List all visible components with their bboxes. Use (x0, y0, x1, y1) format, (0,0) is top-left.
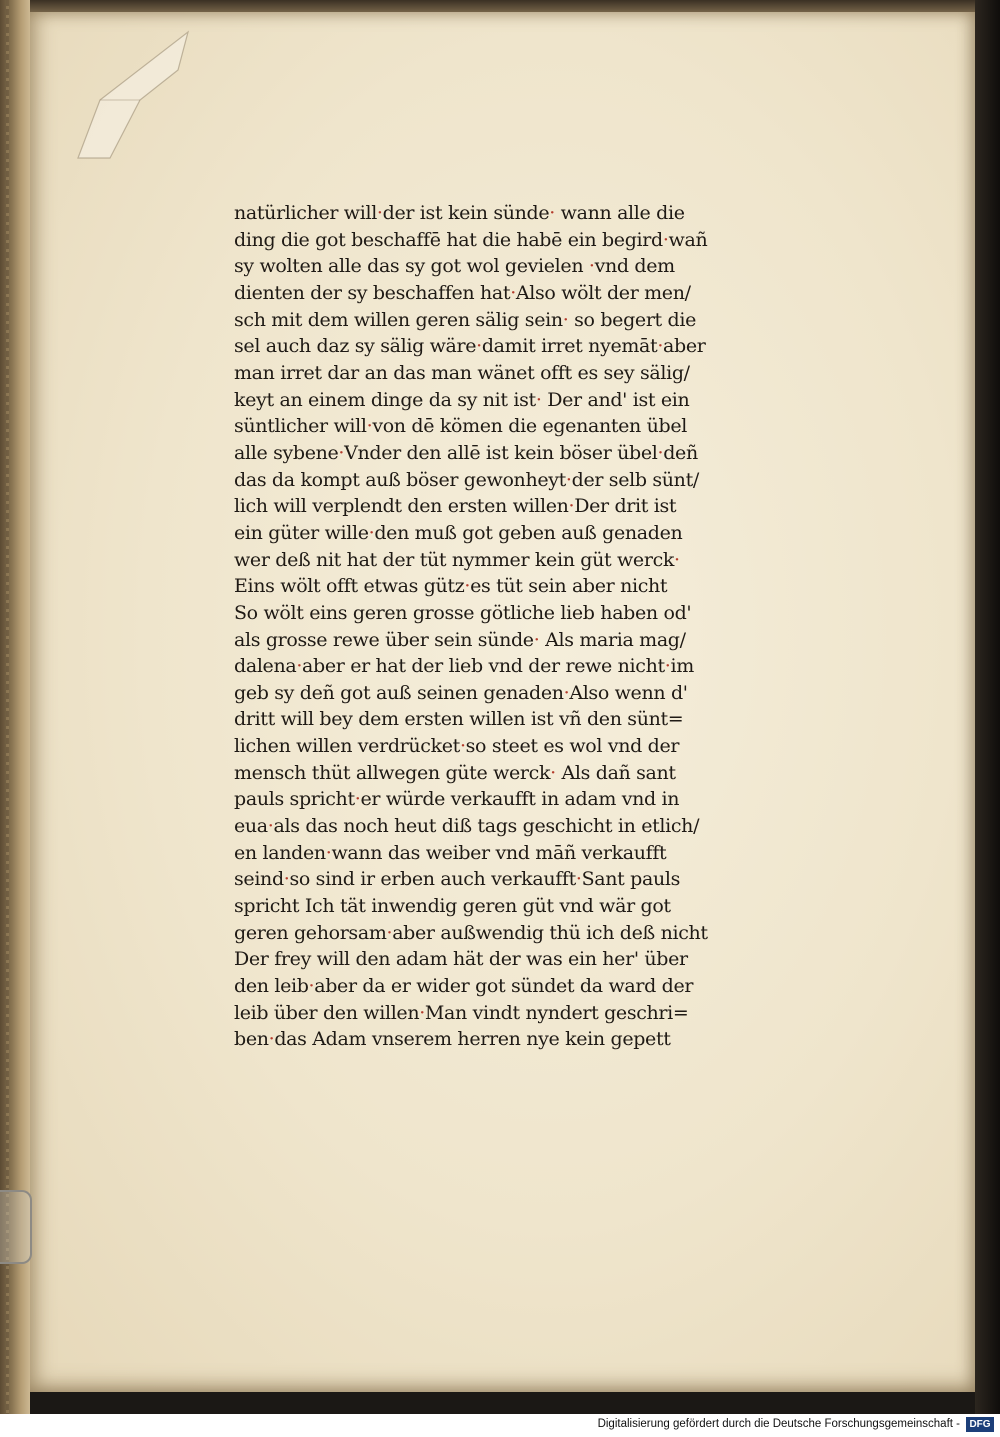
text-line: ding die got beschaffē hat die habē ein begird·wañ (234, 228, 708, 251)
text-line: lich will verplendt den ersten willen·Der drit ist (234, 495, 677, 518)
text-line: seind·so sind ir erben auch verkaufft·Sant pauls (234, 868, 680, 891)
text-line: dalena·aber er hat der lieb vnd der rewe nicht·im (234, 655, 694, 678)
text-line: alle sybene·Vnder den allē ist kein böser übel·deñ (234, 441, 698, 464)
footer-bar (0, 1414, 1000, 1437)
text-line: ben·das Adam vnserem herren nye kein gepett (234, 1028, 671, 1051)
text-line: sy wolten alle das sy got wol gevielen ·vnd dem (234, 255, 675, 278)
text-line: dienten der sy beschaffen hat·Also wölt der men/ (234, 281, 691, 304)
text-line: mensch thüt allwegen güte werck· Als dañ sant (234, 761, 676, 784)
text-line: leib über den willen·Man vindt nyndert geschri= (234, 1001, 689, 1024)
text-line: wer deß nit hat der tüt nymmer kein güt werck· (234, 548, 680, 571)
text-line: keyt an einem dinge da sy nit ist· Der and' ist ein (234, 388, 690, 411)
text-line: Eins wölt offt etwas gütz·es tüt sein aber nicht (234, 575, 668, 598)
text-line: man irret dar an das man wänet offt es sey sälig/ (234, 361, 690, 384)
text-line: geren gehorsam·aber außwendig thü ich deß nicht (234, 921, 708, 944)
text-line: pauls spricht·er würde verkaufft in adam vnd in (234, 788, 680, 811)
text-line: als grosse rewe über sein sünde· Als maria mag/ (234, 628, 686, 651)
folded-corner-mark (70, 30, 190, 160)
scan-right-shadow (975, 0, 1000, 1414)
text-line: sel auch daz sy sälig wäre·damit irret nyemāt·aber (234, 335, 706, 358)
text-line: en landen·wann das weiber vnd māñ verkaufft (234, 841, 667, 864)
text-line: natürlicher will·der ist kein sünde· wann alle die (234, 202, 685, 224)
dfg-logo: DFG (966, 1417, 994, 1432)
text-line: dritt will bey dem ersten willen ist vñ den sünt= (234, 708, 684, 731)
text-line: sch mit dem willen geren sälig sein· so begert die (234, 308, 697, 331)
text-line: Der frey will den adam hät der was ein her' über (234, 948, 688, 971)
text-line: geb sy deñ got auß seinen genaden·Also wenn d' (234, 681, 688, 704)
text-line: süntlicher will·von dē kömen die egenanten übel (234, 415, 687, 438)
page-clip (0, 1190, 32, 1264)
text-line: lichen willen verdrücket·so steet es wol vnd der (234, 735, 680, 758)
text-line: spricht Ich tät inwendig geren güt vnd wär got (234, 895, 671, 918)
text-line: das da kompt auß böser gewonheyt·der selb sünt/ (234, 468, 699, 491)
text-line: eua·als das noch heut diß tags geschicht in etlich/ (234, 815, 700, 838)
text-line: den leib·aber da er wider got sündet da ward der (234, 975, 694, 998)
text-line: So wölt eins geren grosse götliche lieb haben od' (234, 601, 692, 624)
footer-credit: Digitalisierung gefördert durch die Deutsche Forschungsgemeinschaft - (597, 1418, 960, 1430)
text-block (234, 200, 796, 1053)
text-line: ein güter wille·den muß got geben auß genaden (234, 521, 683, 544)
